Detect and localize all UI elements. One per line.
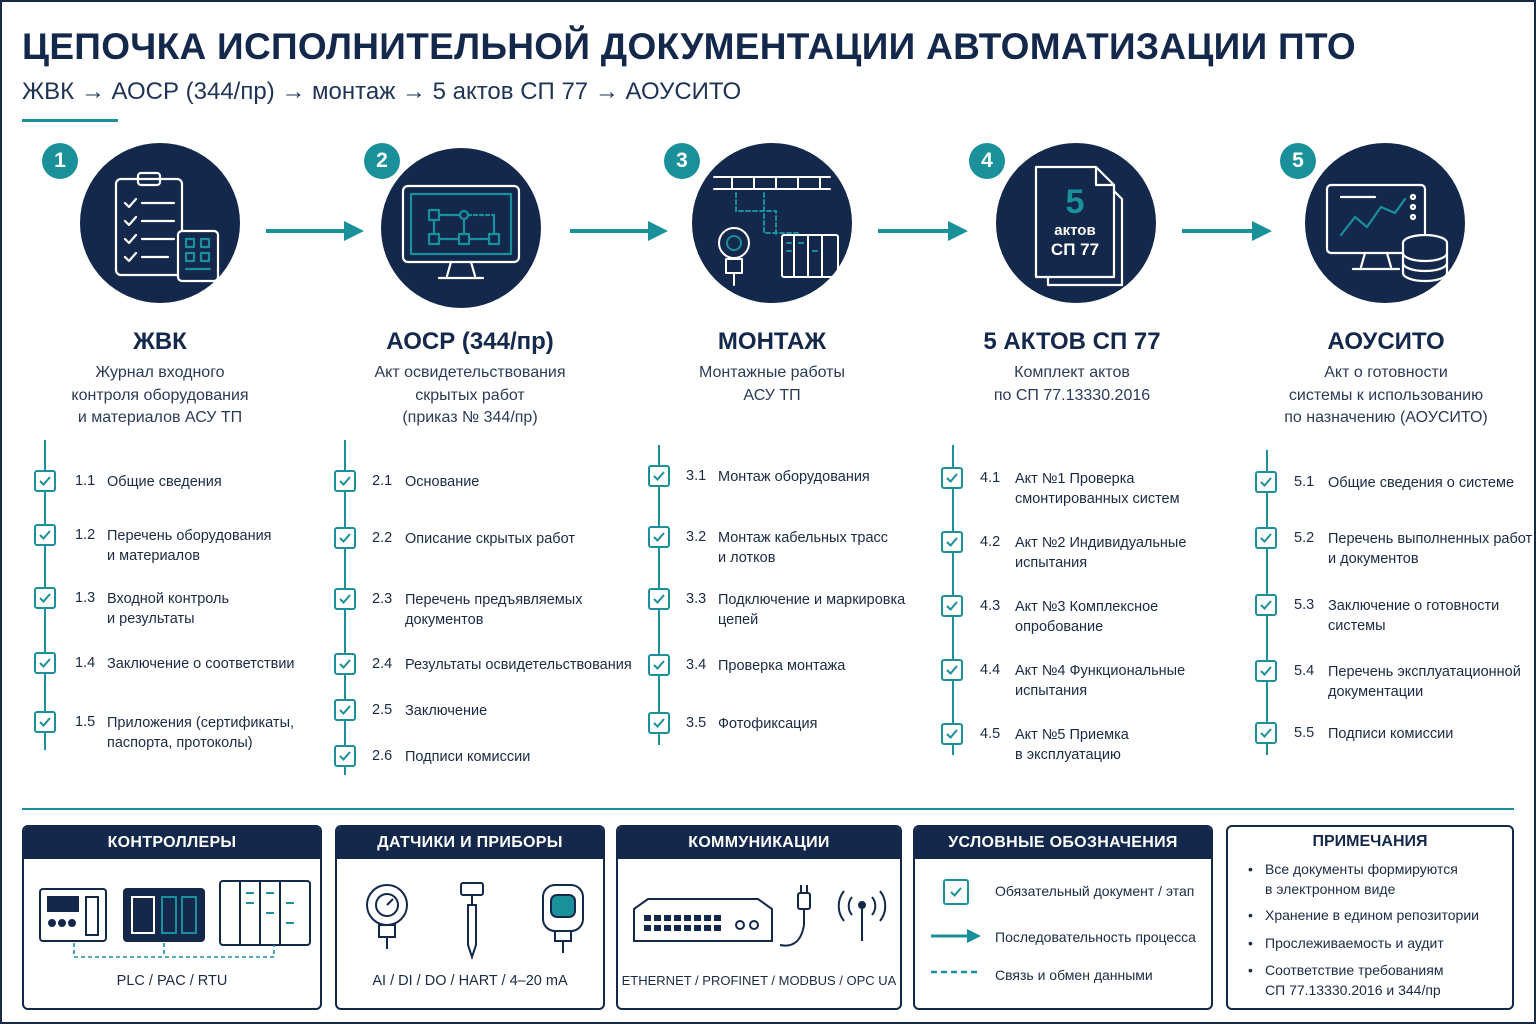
checklist-item-text: Акт №2 Индивидуальные испытания bbox=[1015, 535, 1187, 571]
step-title: АОУСИТО bbox=[1327, 328, 1445, 355]
step-title: 5 АКТОВ СП 77 bbox=[983, 328, 1161, 355]
checklist-item-number: 2.3 bbox=[372, 591, 393, 607]
checklist-item-text: Общие сведения bbox=[107, 474, 222, 490]
check-icon bbox=[648, 588, 670, 610]
notes-title: ПРИМЕЧАНИЯ bbox=[1312, 833, 1428, 850]
legend-item-sequence: Последовательность процесса bbox=[995, 929, 1196, 945]
checklist-item-number: 1.1 bbox=[75, 473, 96, 489]
checklist-item-number: 1.2 bbox=[75, 527, 96, 543]
checklist-item-number: 1.5 bbox=[75, 714, 96, 730]
check-icon bbox=[1255, 471, 1277, 493]
panel-title: КОММУНИКАЦИИ bbox=[618, 827, 900, 859]
checklist-item-text: Приложения (сертификаты, паспорта, протоколы) bbox=[107, 715, 295, 751]
panel-caption: PLC / PAC / RTU bbox=[116, 973, 228, 989]
check-icon bbox=[1255, 594, 1277, 616]
check-icon bbox=[334, 699, 356, 721]
checklist-item-text: Монтаж кабельных трасс и лотков bbox=[718, 530, 889, 566]
page-subtitle: ЖВК → АОСР (344/пр) → монтаж → 5 актов СП 77 → АОУСИТО bbox=[22, 78, 742, 105]
controllers-panel bbox=[22, 825, 322, 1010]
panel-title: УСЛОВНЫЕ ОБОЗНАЧЕНИЯ bbox=[915, 827, 1211, 859]
check-icon bbox=[34, 524, 56, 546]
step-description: Акт о готовности системы к использованию по назначению (АОУСИТО) bbox=[1284, 364, 1488, 426]
doc-icon-line1: актов bbox=[1054, 222, 1096, 239]
panel-caption: ETHERNET / PROFINET / MODBUS / OPC UA bbox=[621, 973, 897, 988]
checklist-item-text: Заключение о соответствии bbox=[107, 656, 295, 672]
check-icon bbox=[334, 588, 356, 610]
checklist-item-text: Фотофиксация bbox=[718, 716, 818, 732]
controllers-icon bbox=[34, 877, 314, 977]
check-icon bbox=[648, 526, 670, 548]
checklist-item-number: 5.1 bbox=[1294, 474, 1315, 490]
checklist-item-text: Подписи комиссии bbox=[1328, 726, 1454, 742]
checklist-item-text: Общие сведения о системе bbox=[1328, 475, 1515, 491]
step-description: Журнал входного контроля оборудования и материалов АСУ ТП bbox=[71, 364, 249, 426]
step-number-badge: 4 bbox=[969, 143, 1005, 179]
checklist-item-number: 3.3 bbox=[686, 591, 707, 607]
legend-item-data-link: Связь и обмен данными bbox=[995, 967, 1153, 983]
checklist-item-number: 2.4 bbox=[372, 656, 393, 672]
checklist-item-number: 1.4 bbox=[75, 655, 96, 671]
checkbox-icon bbox=[943, 879, 969, 905]
title-underline bbox=[22, 119, 118, 122]
checklist-item-number: 3.4 bbox=[686, 657, 707, 673]
check-icon bbox=[34, 587, 56, 609]
check-icon bbox=[334, 745, 356, 767]
step-description: Акт освидетельствования скрытых работ (приказ № 344/пр) bbox=[374, 364, 566, 426]
doc-icon-big: 5 bbox=[1065, 183, 1085, 221]
section-divider bbox=[22, 808, 1514, 810]
check-icon bbox=[648, 654, 670, 676]
checklist-item-text: Описание скрытых работ bbox=[405, 531, 575, 547]
checklist-item-number: 3.5 bbox=[686, 715, 707, 731]
checklist-item-text: Подключение и маркировка цепей bbox=[718, 592, 906, 628]
check-icon bbox=[648, 465, 670, 487]
step-title: ЖВК bbox=[133, 328, 187, 355]
panel-title: ДАТЧИКИ И ПРИБОРЫ bbox=[337, 827, 603, 859]
installation-icon bbox=[692, 143, 852, 303]
check-icon bbox=[34, 652, 56, 674]
doc-icon-line2: СП 77 bbox=[1050, 240, 1100, 259]
check-icon bbox=[941, 659, 963, 681]
document-stack-icon bbox=[996, 143, 1156, 303]
checklist-item-text: Акт №5 Приемка в эксплуатацию bbox=[1015, 727, 1129, 763]
check-icon bbox=[34, 470, 56, 492]
flow-arrow-icon bbox=[1182, 218, 1274, 244]
checklist-item-text: Проверка монтажа bbox=[718, 658, 846, 674]
check-icon bbox=[941, 595, 963, 617]
checklist-item-text: Акт №3 Комплексное опробование bbox=[1015, 599, 1159, 635]
clipboard-checklist-icon bbox=[80, 143, 240, 303]
sequence-arrow-icon bbox=[931, 927, 983, 945]
checklist-item-text: Заключение bbox=[405, 703, 488, 719]
checklist-item-number: 4.1 bbox=[980, 470, 1001, 486]
checklist-item-text: Перечень эксплуатационной документации bbox=[1328, 664, 1521, 700]
legend-item-required: Обязательный документ / этап bbox=[995, 883, 1195, 899]
step-number-badge: 5 bbox=[1280, 143, 1316, 179]
checklist-item-text: Перечень оборудования и материалов bbox=[107, 528, 272, 564]
check-icon bbox=[941, 723, 963, 745]
monitor-database-icon bbox=[1305, 143, 1465, 303]
checklist-item-text: Заключение о готовности системы bbox=[1328, 598, 1500, 634]
check-icon bbox=[941, 467, 963, 489]
flow-arrow-icon bbox=[266, 218, 366, 244]
notes-panel: ПРИМЕЧАНИЯ • Все документы формируются в электронном виде • Хранение в едином репозитории • Прослеживаемость и аудит • Соответствие требованиям СП 77.13330.2016 и 344/пр bbox=[1226, 825, 1514, 1010]
data-link-icon bbox=[931, 969, 983, 975]
check-icon bbox=[648, 712, 670, 734]
checklist-item-number: 5.2 bbox=[1294, 530, 1315, 546]
step-number-badge: 3 bbox=[664, 143, 700, 179]
checklist-item-number: 5.5 bbox=[1294, 725, 1315, 741]
flow-arrow-icon bbox=[878, 218, 970, 244]
checklist-item-text: Монтаж оборудования bbox=[718, 469, 870, 485]
checklist-item-number: 5.4 bbox=[1294, 663, 1315, 679]
step-title: МОНТАЖ bbox=[717, 328, 827, 355]
step-description: Монтажные работы АСУ ТП bbox=[698, 364, 845, 404]
checklist-item-number: 3.2 bbox=[686, 529, 707, 545]
checklist-item-number: 4.5 bbox=[980, 726, 1001, 742]
checklist-item-text: Перечень выполненных работ и документов bbox=[1328, 531, 1533, 567]
checklist-item-text: Акт №1 Проверка смонтированных систем bbox=[1015, 471, 1180, 507]
step-title: АОСР (344/пр) bbox=[386, 328, 554, 355]
step-description: Комплект актов по СП 77.13330.2016 bbox=[993, 364, 1151, 404]
checklist-item-number: 2.5 bbox=[372, 702, 393, 718]
panel-title: КОНТРОЛЛЕРЫ bbox=[24, 827, 320, 859]
page-title: ЦЕПОЧКА ИСПОЛНИТЕЛЬНОЙ ДОКУМЕНТАЦИИ АВТОМАТИЗАЦИИ ПТО bbox=[22, 26, 1357, 67]
checklist-item-text: Результаты освидетельствования bbox=[405, 657, 632, 673]
legend-panel bbox=[913, 825, 1213, 1010]
check-icon bbox=[334, 527, 356, 549]
check-icon bbox=[1255, 527, 1277, 549]
checklist-item-number: 2.2 bbox=[372, 530, 393, 546]
checklist-item-number: 3.1 bbox=[686, 468, 707, 484]
step-number-badge: 1 bbox=[42, 143, 78, 179]
checklist-item-number: 2.6 bbox=[372, 748, 393, 764]
checklist-item-number: 2.1 bbox=[372, 473, 393, 489]
checklist-item-number: 1.3 bbox=[75, 590, 96, 606]
checklist-item-text: Входной контроль и результаты bbox=[107, 591, 230, 627]
checklist-item-number: 5.3 bbox=[1294, 597, 1315, 613]
checklist-item-text: Перечень предъявляемых документов bbox=[405, 592, 583, 628]
check-icon bbox=[34, 711, 56, 733]
panel-caption: AI / DI / DO / HART / 4–20 mA bbox=[372, 973, 568, 989]
sensors-panel bbox=[335, 825, 605, 1010]
checklist-item-text: Акт №4 Функциональные испытания bbox=[1015, 663, 1186, 699]
check-icon bbox=[1255, 660, 1277, 682]
step-number-badge: 2 bbox=[364, 143, 400, 179]
checklist-item-text: Подписи комиссии bbox=[405, 749, 531, 765]
comms-panel bbox=[616, 825, 902, 1010]
checklist-item-number: 4.2 bbox=[980, 534, 1001, 550]
checklist-item-number: 4.3 bbox=[980, 598, 1001, 614]
check-icon bbox=[941, 531, 963, 553]
check-icon bbox=[334, 470, 356, 492]
monitor-schematic-icon bbox=[381, 148, 541, 308]
checklist-item-number: 4.4 bbox=[980, 662, 1001, 678]
check-icon bbox=[1255, 722, 1277, 744]
checklist-item-text: Основание bbox=[405, 474, 480, 490]
flow-arrow-icon bbox=[570, 218, 670, 244]
check-icon bbox=[334, 653, 356, 675]
sensors-icon bbox=[351, 875, 591, 965]
network-switch-icon bbox=[630, 881, 892, 961]
